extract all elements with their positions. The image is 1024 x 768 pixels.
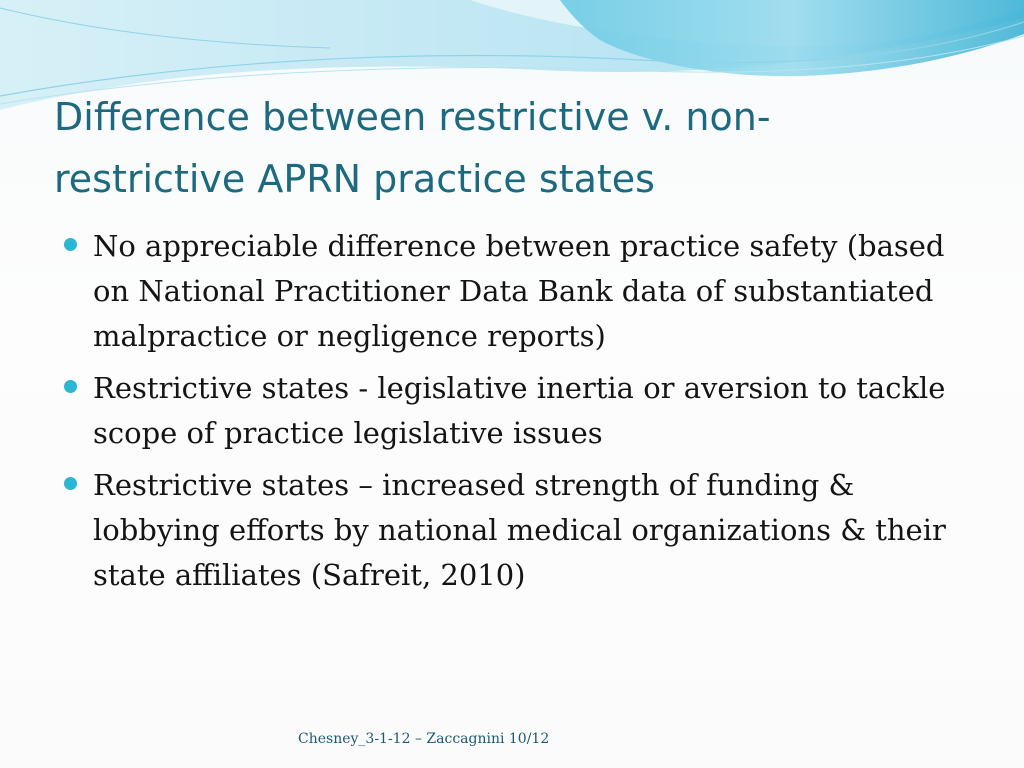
bullet-dot-icon — [64, 477, 77, 490]
bullet-text: Restrictive states – increased strength of funding & lobbying efforts by national medical organizations & their state affiliates (Safreit, 2010) — [93, 468, 946, 592]
slide-title: Difference between restrictive v. non-restrictive APRN practice states — [54, 95, 771, 201]
bullet-list — [62, 224, 962, 605]
bullet-text: No appreciable difference between practice safety (based on National Practitioner Data Bank data of substantiated malpractice or negligence reports) — [93, 229, 945, 353]
bullet-item — [62, 463, 962, 598]
bullet-item — [62, 224, 962, 359]
bullet-dot-icon — [64, 380, 77, 393]
slide-footer: Chesney_3-1-12 – Zaccagnini 10/12 — [298, 731, 550, 747]
bullet-text: Restrictive states - legislative inertia or aversion to tackle scope of practice legislative issues — [93, 371, 946, 450]
bullet-item — [62, 366, 962, 456]
bullet-dot-icon — [64, 238, 77, 251]
